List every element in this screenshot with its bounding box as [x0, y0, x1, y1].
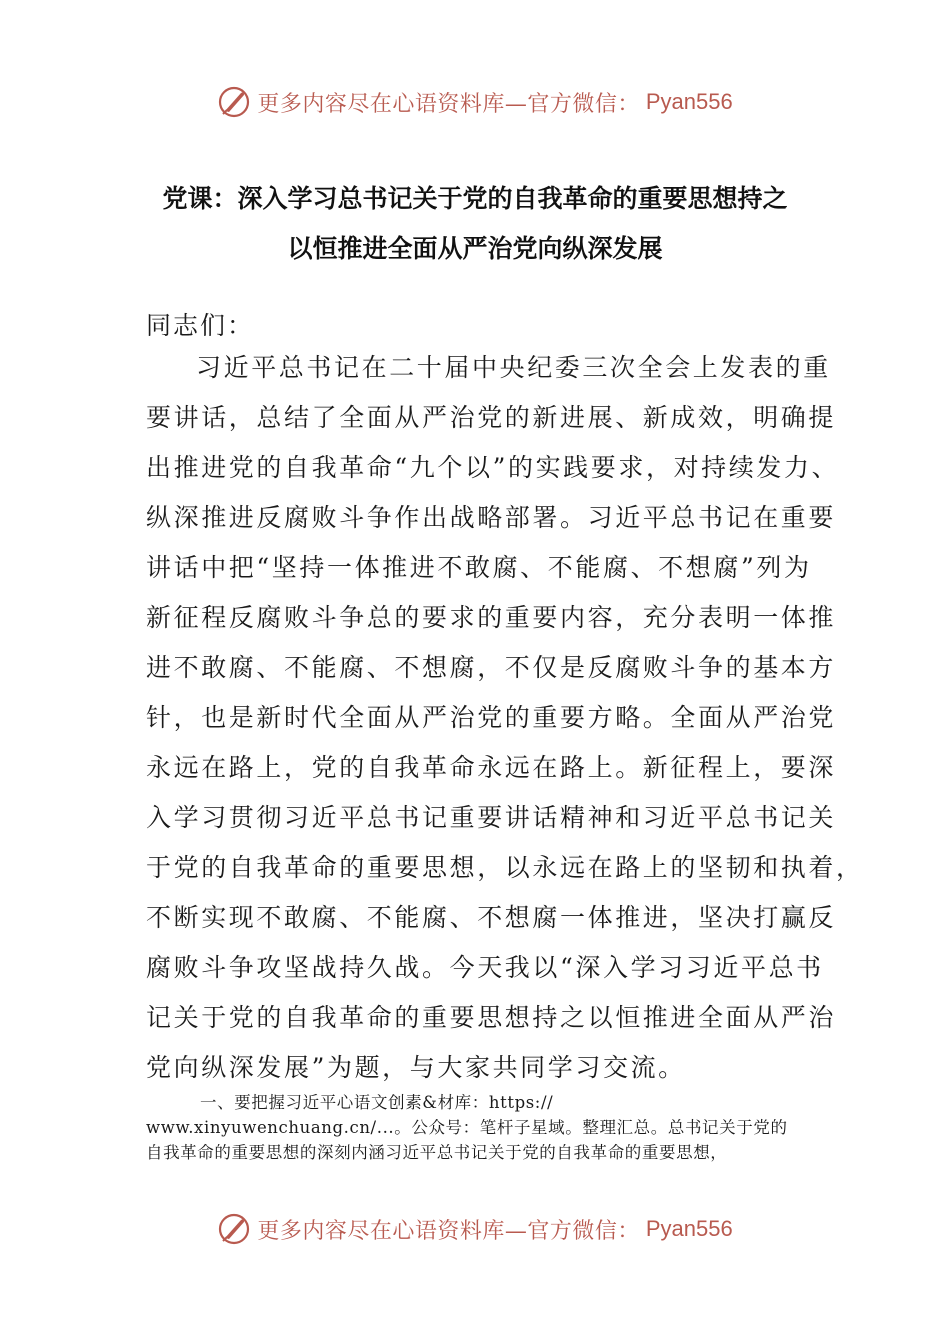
small-text-line: www.xinyuwenchuang.cn/...。公众号：笔杆子星域。整理汇总。总书记关于党的	[146, 1118, 788, 1137]
footer-banner	[0, 1209, 950, 1249]
document-title-line-2: 以恒推进全面从严治党向纵深发展	[287, 234, 663, 263]
body-line: 记关于党的自我革命的重要思想持之以恒推进全面从严治	[146, 1003, 837, 1032]
body-line: 要讲话，总结了全面从严治党的新进展、新成效，明确提	[146, 403, 837, 432]
banner-text: 更多内容尽在心语资料库—官方微信：	[257, 91, 640, 117]
body-line: 于党的自我革命的重要思想，以永远在路上的坚韧和执着，	[146, 853, 864, 882]
body-line: 腐败斗争攻坚战持久战。今天我以“深入学习习近平总书	[146, 953, 824, 982]
banner-text: 更多内容尽在心语资料库—官方微信：	[257, 1218, 640, 1244]
salutation: 同志们：	[146, 311, 255, 340]
banner-wechat-id: Pyan556	[645, 89, 733, 114]
document-title-line-1: 党课：深入学习总书记关于党的自我革命的重要思想持之	[162, 184, 788, 213]
body-line: 永远在路上，党的自我革命永远在路上。新征程上，要深	[146, 753, 837, 782]
banner-wechat-id: Pyan556	[645, 1216, 733, 1241]
body-line: 进不敢腐、不能腐、不想腐，不仅是反腐败斗争的基本方	[146, 653, 837, 682]
body-line: 出推进党的自我革命“九个以”的实践要求，对持续发力、	[146, 453, 840, 482]
body-line: 习近平总书记在二十届中央纪委三次全会上发表的重	[196, 353, 831, 382]
small-text-line: 自我革命的重要思想的深刻内涵习近平总书记关于党的自我革命的重要思想，	[146, 1143, 728, 1162]
header-banner	[0, 82, 950, 122]
body-line: 党向纵深发展”为题，与大家共同学习交流。	[146, 1053, 686, 1082]
body-line: 新征程反腐败斗争总的要求的重要内容，充分表明一体推	[146, 603, 837, 632]
body-line: 入学习贯彻习近平总书记重要讲话精神和习近平总书记关	[146, 803, 837, 832]
quill-pen-logo-icon	[217, 85, 251, 119]
body-line: 纵深推进反腐败斗争作出战略部署。习近平总书记在重要	[146, 503, 837, 532]
body-line: 讲话中把“坚持一体推进不敢腐、不能腐、不想腐”列为	[146, 553, 812, 582]
body-line: 针，也是新时代全面从严治党的重要方略。全面从严治党	[146, 703, 837, 732]
quill-pen-logo-icon	[217, 1212, 251, 1246]
body-line: 不断实现不敢腐、不能腐、不想腐一体推进，坚决打赢反	[146, 903, 837, 932]
small-text-line: 一、要把握习近平心语文创素&材库：https://	[200, 1093, 554, 1112]
